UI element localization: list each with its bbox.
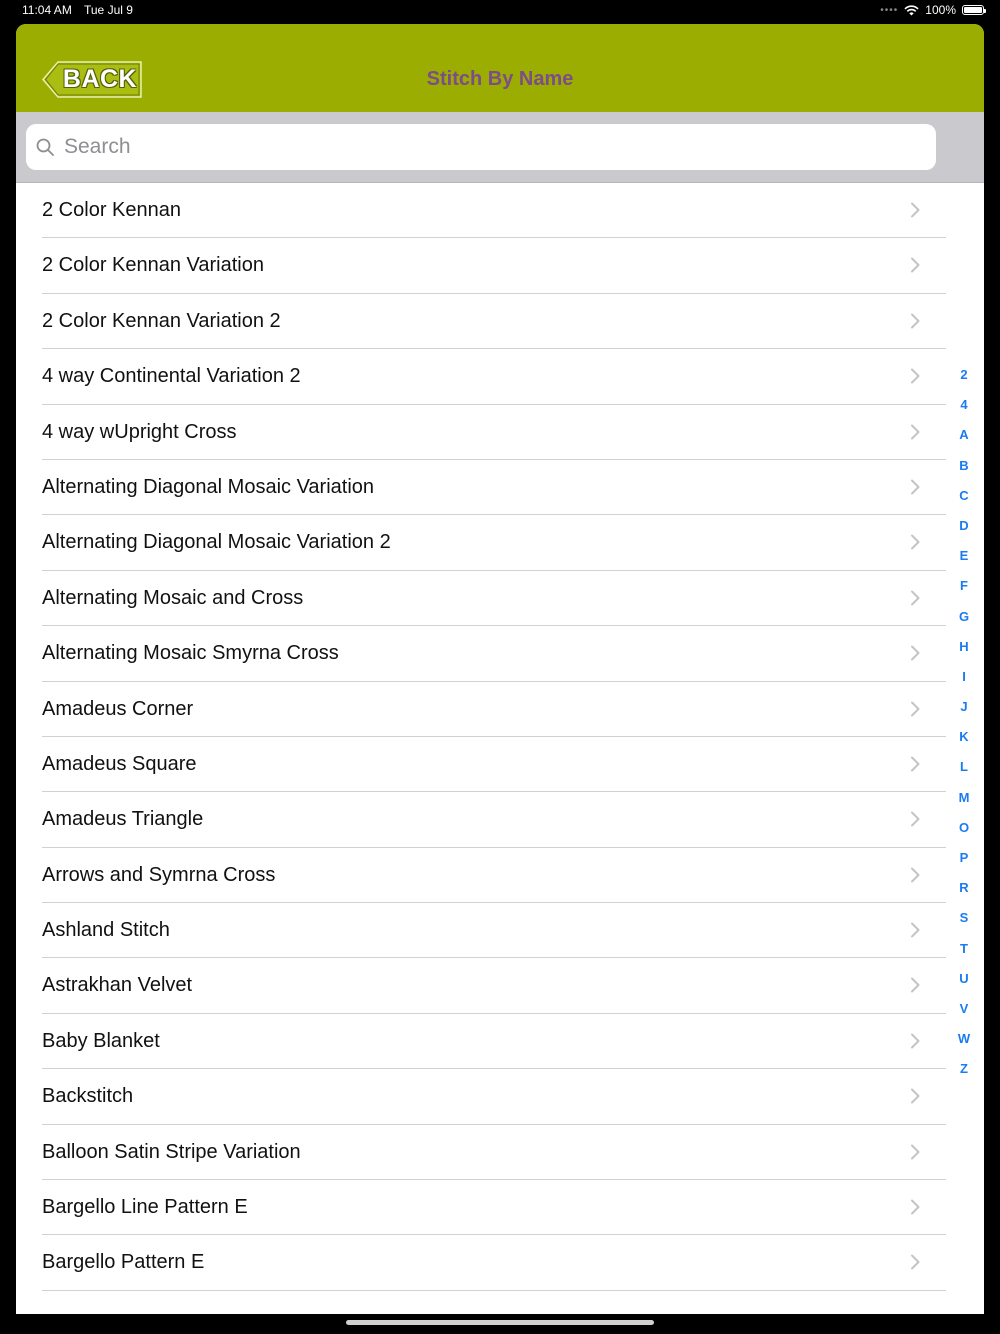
home-indicator[interactable] <box>346 1320 654 1325</box>
row-separator <box>42 1290 946 1291</box>
battery-percent: 100% <box>925 3 956 17</box>
list-item-label: Backstitch <box>42 1085 134 1108</box>
index-letter[interactable]: S <box>959 910 969 926</box>
list-item[interactable] <box>16 1014 984 1069</box>
index-letter[interactable]: D <box>959 517 969 533</box>
section-index-bar[interactable] <box>952 360 976 1085</box>
index-letter[interactable]: T <box>960 940 968 956</box>
search-field-container[interactable] <box>26 124 936 170</box>
list-item-label: Baby Blanket <box>42 1029 160 1052</box>
index-letter[interactable]: J <box>960 699 968 715</box>
chevron-right-icon <box>910 1144 920 1160</box>
chevron-right-icon <box>910 1199 920 1215</box>
list-item[interactable] <box>16 571 984 626</box>
page-title: Stitch By Name <box>426 68 574 90</box>
list-item-label: 4 way wUpright Cross <box>42 420 237 443</box>
index-letter[interactable]: P <box>959 850 969 865</box>
list-item[interactable] <box>16 460 984 515</box>
list-item[interactable] <box>16 1235 984 1290</box>
index-letter[interactable]: E <box>959 548 969 564</box>
list-item[interactable] <box>16 405 984 460</box>
index-letter[interactable]: U <box>959 970 969 986</box>
chevron-right-icon <box>910 1088 920 1104</box>
list-item-label: Amadeus Square <box>42 752 197 775</box>
list-item-label: Arrows and Symrna Cross <box>42 863 276 886</box>
list-item[interactable] <box>16 903 984 958</box>
search-input[interactable] <box>62 134 906 160</box>
back-button-label: BACK <box>62 65 138 93</box>
index-letter[interactable]: W <box>957 1031 971 1047</box>
index-letter[interactable]: B <box>959 457 969 473</box>
index-letter[interactable]: G <box>958 608 970 624</box>
list-item-label: Ashland Stitch <box>42 919 170 942</box>
index-letter[interactable]: 2 <box>960 367 968 382</box>
index-letter[interactable]: O <box>958 819 970 835</box>
list-item-label: 2 Color Kennan <box>42 199 181 221</box>
list-item-label: Bargello Pattern E <box>42 1251 205 1274</box>
list-item[interactable] <box>16 626 984 681</box>
index-letter[interactable]: H <box>959 638 969 654</box>
chevron-right-icon <box>910 424 920 440</box>
index-letter[interactable]: I <box>962 668 966 684</box>
navigation-bar <box>16 24 984 112</box>
index-letter[interactable]: V <box>959 1000 969 1016</box>
list-item-label: 2 Color Kennan Variation <box>42 254 264 277</box>
list-item-label: Amadeus Triangle <box>42 808 204 831</box>
index-letter[interactable]: C <box>959 487 969 503</box>
list-item[interactable] <box>16 1180 984 1235</box>
chevron-right-icon <box>910 368 920 384</box>
index-letter[interactable]: K <box>959 729 969 745</box>
chevron-right-icon <box>910 257 920 273</box>
list-item[interactable] <box>16 294 984 349</box>
chevron-right-icon <box>910 977 920 993</box>
chevron-right-icon <box>910 202 920 218</box>
list-item[interactable] <box>16 958 984 1013</box>
list-item-label: 4 way Continental Variation 2 <box>42 365 301 388</box>
search-icon <box>36 138 54 156</box>
list-item[interactable] <box>16 737 984 792</box>
chevron-right-icon <box>910 645 920 661</box>
chevron-right-icon <box>910 590 920 606</box>
list-item-label: Alternating Diagonal Mosaic Variation 2 <box>42 531 391 554</box>
list-item-label: Alternating Diagonal Mosaic Variation <box>42 475 375 498</box>
chevron-right-icon <box>910 479 920 495</box>
status-bar <box>0 0 1000 24</box>
list-item[interactable] <box>16 682 984 737</box>
multitasking-dots-icon: •••• <box>880 4 899 16</box>
index-letter[interactable]: Z <box>960 1061 968 1077</box>
index-letter[interactable]: R <box>959 880 969 896</box>
chevron-right-icon <box>910 811 920 827</box>
list-item[interactable] <box>16 848 984 903</box>
list-item[interactable] <box>16 183 984 238</box>
list-item-label: Bargello Line Pattern E <box>42 1196 248 1219</box>
chevron-right-icon <box>910 867 920 883</box>
index-letter[interactable]: M <box>958 789 970 805</box>
chevron-right-icon <box>910 1033 920 1049</box>
battery-icon <box>962 5 984 15</box>
chevron-right-icon <box>910 756 920 772</box>
chevron-right-icon <box>910 701 920 717</box>
chevron-right-icon <box>910 1254 920 1270</box>
list-item-label: Balloon Satin Stripe Variation <box>42 1140 301 1163</box>
list-item-label: Astrakhan Velvet <box>42 974 193 997</box>
list-item[interactable] <box>16 515 984 570</box>
index-letter[interactable]: F <box>960 578 968 594</box>
status-time: 11:04 AM <box>22 3 72 17</box>
index-letter[interactable]: A <box>959 427 969 443</box>
list-item-label: Alternating Mosaic Smyrna Cross <box>42 642 339 665</box>
status-right <box>880 3 984 17</box>
list-item-label: Alternating Mosaic and Cross <box>42 586 304 609</box>
stitch-list <box>16 183 984 1291</box>
list-item-label: 2 Color Kennan Variation 2 <box>42 309 281 332</box>
index-letter[interactable]: L <box>960 759 968 775</box>
list-item-label: Amadeus Corner <box>42 697 194 720</box>
list-item[interactable] <box>16 792 984 847</box>
wifi-icon <box>904 5 919 16</box>
status-date: Tue Jul 9 <box>84 3 133 17</box>
list-item[interactable] <box>16 238 984 293</box>
search-bar <box>16 112 984 183</box>
chevron-right-icon <box>910 534 920 550</box>
list-item[interactable] <box>16 349 984 404</box>
index-letter[interactable]: 4 <box>960 397 968 413</box>
list-item[interactable] <box>16 1069 984 1124</box>
list-item[interactable] <box>16 1125 984 1180</box>
app-window <box>16 24 984 1314</box>
chevron-right-icon <box>910 313 920 329</box>
chevron-right-icon <box>910 922 920 938</box>
